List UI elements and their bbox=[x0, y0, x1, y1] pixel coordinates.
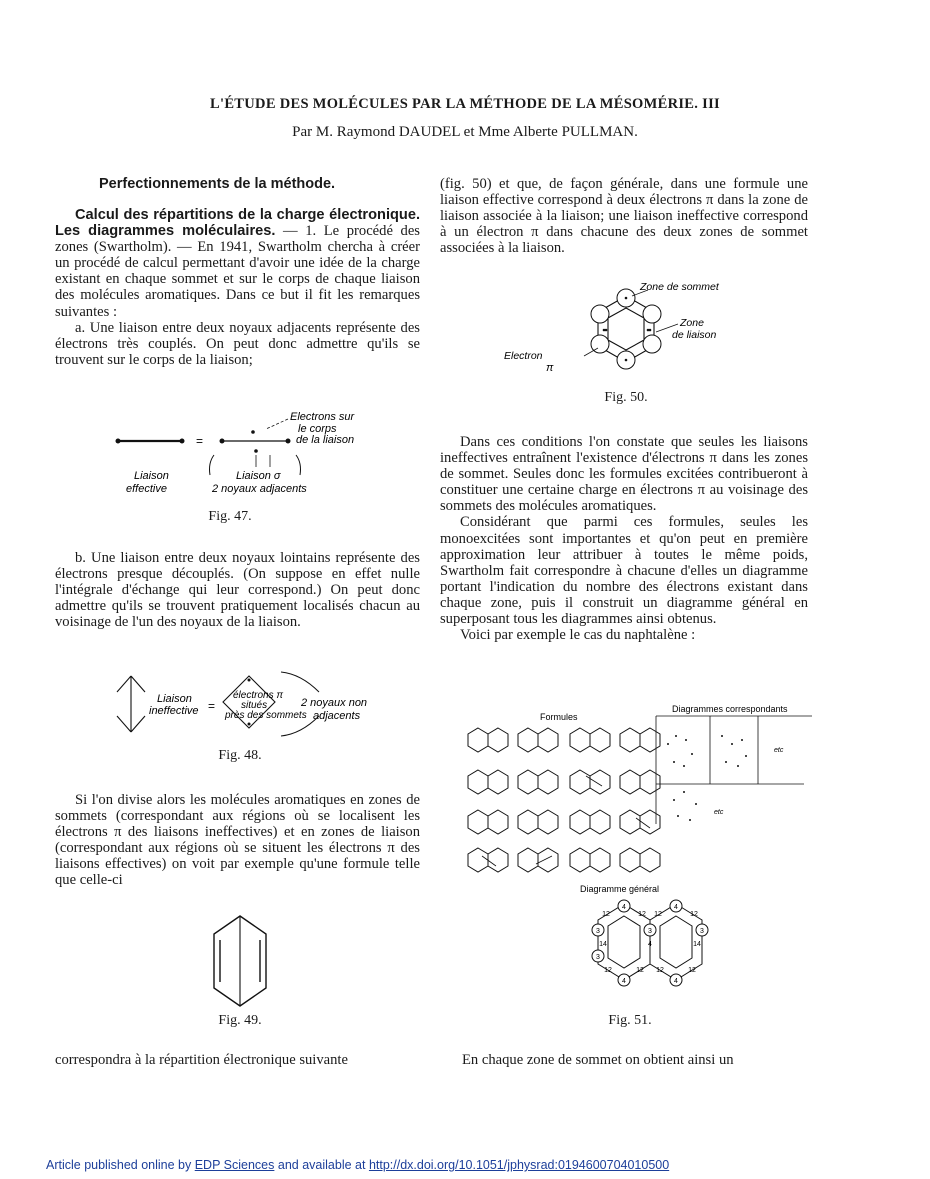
fig50-label-zone-de-sommet: Zone de sommet bbox=[640, 281, 719, 293]
fig48-label-pres-des-sommets: près des sommets bbox=[225, 710, 307, 721]
fig48-label-adjacents: adjacents bbox=[313, 710, 361, 722]
paragraph-considerant: Considérant que parmi ces formules, seules les monoexcitées sont importantes et qu'on peut en première approximation leur attribuer à toutes le même poids, Swartholm fait correspondre à chacune d'elles un diagramme portant l'indication du nombre des électrons existant dans chaque zone, puis il construit un diagramme général en superposant tous les diagrammes ainsi obtenus. bbox=[440, 514, 808, 628]
footer bbox=[46, 1158, 669, 1172]
svg-text:12: 12 bbox=[688, 967, 696, 974]
figure-50 bbox=[500, 278, 730, 388]
fig51-caption: Fig. 51. bbox=[608, 1013, 652, 1028]
svg-text:4: 4 bbox=[648, 941, 652, 948]
footer-prefix: Article published online by bbox=[46, 1158, 192, 1172]
svg-text:4: 4 bbox=[674, 978, 678, 985]
footer-doi-link[interactable]: http://dx.doi.org/10.1051/jphysrad:0194600704010500 bbox=[368, 1158, 670, 1172]
left-bottom-line: correspondra à la répartition électronique suivante bbox=[55, 1052, 348, 1068]
fig47-equals: = bbox=[196, 434, 204, 448]
footer-middle: and available at bbox=[277, 1158, 366, 1172]
fig49-caption: Fig. 49. bbox=[218, 1013, 262, 1028]
fig51-label-diagramme-general: Diagramme général bbox=[580, 884, 660, 894]
svg-text:3: 3 bbox=[648, 928, 652, 935]
fig51-label-diagrammes: Diagrammes correspondants bbox=[672, 704, 788, 714]
fig47-label-effective: effective bbox=[126, 483, 167, 495]
footer-publisher-link[interactable]: EDP Sciences bbox=[194, 1158, 275, 1172]
article-title: L'ÉTUDE DES MOLÉCULES PAR LA MÉTHODE DE LA MÉSOMÉRIE. III bbox=[210, 96, 720, 112]
fig47-caption: Fig. 47. bbox=[208, 509, 252, 524]
svg-text:4: 4 bbox=[674, 904, 678, 911]
figure-48 bbox=[105, 668, 375, 743]
svg-text:14: 14 bbox=[693, 941, 701, 948]
svg-text:12: 12 bbox=[604, 967, 612, 974]
intro-paragraph: — 1. Le procédé des zones (Swartholm). — En 1941, Swartholm chercha à créer un procédé de calcul permettant d'avoir une idée de la charge existant en chaque sommet et sur le corps de chaque liaison des molécules aromatiques. Dans ce but il fit les remarques suivantes : bbox=[55, 223, 420, 320]
fig50-label-pi: π bbox=[546, 362, 554, 374]
right-middle-block bbox=[440, 434, 808, 643]
svg-text:3: 3 bbox=[700, 928, 704, 935]
fig51-formula-grid bbox=[468, 728, 660, 872]
subheading: Calcul des répartitions de la charge électronique. Les diagrammes moléculaires. bbox=[55, 207, 420, 240]
paragraph-a: a. Une liaison entre deux noyaux adjacents représente des électrons très couplés. On peut donc admettre qu'ils se trouvent sur le corps de la liaison; bbox=[55, 319, 420, 368]
svg-text:12: 12 bbox=[690, 911, 698, 918]
figure-51 bbox=[460, 704, 820, 1004]
fig47-label-de-la-liaison: de la liaison bbox=[296, 434, 355, 446]
paragraph-voici: Voici par exemple le cas du naphtalène : bbox=[460, 627, 696, 644]
left-zones-block bbox=[55, 792, 420, 889]
fig51-label-etc-2: etc bbox=[714, 809, 724, 816]
svg-text:12: 12 bbox=[656, 967, 664, 974]
svg-text:14: 14 bbox=[599, 941, 607, 948]
paragraph-b: b. Une liaison entre deux noyaux lointains représente des électrons presque découplés. (On suppose en effet nulle l'intégrale d'échange qui leur correspond.) On peut donc admettre qu'ils se trouvent pratiquement localisés chacun au voisinage de l'un des noyaux de la liaison. bbox=[55, 550, 420, 631]
svg-text:3: 3 bbox=[596, 954, 600, 961]
fig48-equals: = bbox=[208, 699, 216, 713]
fig51-label-formules: Formules bbox=[540, 712, 578, 722]
svg-text:3: 3 bbox=[596, 928, 600, 935]
fig51-label-etc-1: etc bbox=[774, 747, 784, 754]
svg-text:4: 4 bbox=[622, 978, 626, 985]
fig47-label-electrons-sur: Electrons sur bbox=[290, 411, 355, 423]
figure-49 bbox=[208, 912, 272, 1012]
svg-text:12: 12 bbox=[602, 911, 610, 918]
fig47-label-liaison-sigma: Liaison σ bbox=[236, 470, 281, 482]
fig47-label-liaison: Liaison bbox=[134, 470, 169, 482]
article-authors: Par M. Raymond DAUDEL et Mme Alberte PULLMAN. bbox=[292, 124, 638, 140]
svg-text:12: 12 bbox=[638, 911, 646, 918]
svg-text:12: 12 bbox=[636, 967, 644, 974]
fig48-label-situes: situés bbox=[241, 700, 268, 711]
fig48-caption: Fig. 48. bbox=[218, 748, 262, 763]
svg-text:12: 12 bbox=[654, 911, 662, 918]
right-top-block bbox=[440, 176, 808, 256]
paragraph-zones: Si l'on divise alors les molécules aromatiques en zones de sommets (correspondant aux régions où se localisent les électrons π des liaisons ineffectives) et en zones de liaison (correspondant aux régions où se situent les électrons π des liaisons effectives) on voit par exemple qu'une formule telle que celle-ci bbox=[55, 792, 420, 889]
fig47-label-le-corps: le corps bbox=[298, 423, 337, 435]
paragraph-fig50-cont: (fig. 50) et que, de façon générale, dans une formule une liaison effective correspond à deux électrons π dans la zone de liaison associée à la liaison; une liaison ineffective correspond à un électron π dans chacune des deux zones de sommet associées à la liaison. bbox=[440, 176, 808, 257]
right-bottom-line: En chaque zone de sommet on obtient ainsi un bbox=[462, 1052, 734, 1068]
fig50-caption: Fig. 50. bbox=[604, 390, 648, 405]
fig51-general-values bbox=[592, 900, 708, 986]
fig48-label-electrons-pi: électrons π bbox=[233, 690, 284, 701]
figure-47 bbox=[110, 405, 370, 500]
left-column bbox=[99, 176, 349, 192]
paragraph-conditions: Dans ces conditions l'on constate que seules les liaisons ineffectives entraînent l'existence d'électrons π dans les zones de sommet. Seules donc les formules excitées contribueront à constituer une certaine charge en électrons π au voisinage des sommets des molécules aromatiques. bbox=[440, 434, 808, 515]
fig50-label-de-liaison: de liaison bbox=[672, 329, 717, 341]
section-heading: Perfectionnements de la méthode. bbox=[99, 176, 336, 192]
left-paragraph-b-block bbox=[55, 550, 420, 630]
fig47-label-noyaux-adjacents: 2 noyaux adjacents bbox=[212, 483, 307, 495]
fig50-label-electron: Electron bbox=[504, 350, 543, 362]
left-intro-block bbox=[55, 207, 420, 368]
fig48-label-ineffective: ineffective bbox=[149, 705, 199, 717]
fig48-label-noyaux-non: 2 noyaux non bbox=[301, 697, 368, 709]
fig48-label-liaison: Liaison bbox=[157, 693, 192, 705]
fig50-label-zone: Zone bbox=[680, 317, 704, 329]
svg-text:4: 4 bbox=[622, 904, 626, 911]
